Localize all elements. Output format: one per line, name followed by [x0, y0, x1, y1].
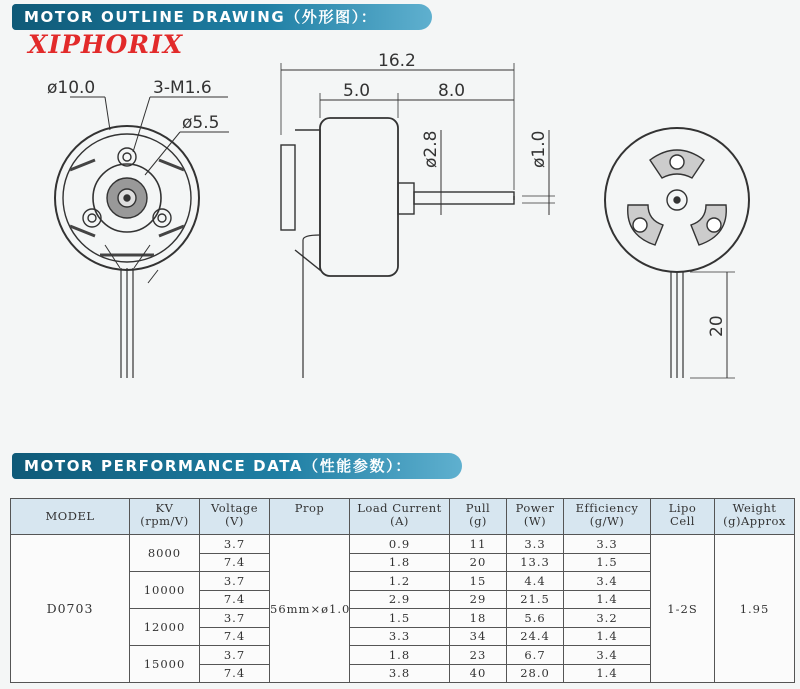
- header-efficiency: [564, 499, 651, 535]
- header-current-line2: (A): [390, 514, 409, 528]
- cell-current: 0.9: [350, 535, 450, 554]
- cell-pull: 18: [450, 609, 507, 628]
- header-power: [507, 499, 564, 535]
- rear-view: [605, 128, 749, 378]
- cell-power: 21.5: [507, 590, 564, 609]
- dim-total-length: 16.2: [378, 51, 416, 71]
- cell-voltage: 3.7: [200, 535, 270, 554]
- header-weight-line2: (g)Approx: [723, 514, 786, 528]
- cell-voltage: 7.4: [200, 664, 270, 683]
- front-view: [55, 97, 229, 378]
- cell-efficiency: 1.4: [564, 664, 651, 683]
- cell-voltage: 7.4: [200, 627, 270, 646]
- outline-drawing-title: MOTOR OUTLINE DRAWING（外形图）：: [12, 4, 432, 30]
- cell-voltage: 7.4: [200, 553, 270, 572]
- cell-model: D0703: [11, 535, 130, 683]
- cell-kv: 12000: [130, 609, 200, 646]
- cell-voltage: 7.4: [200, 590, 270, 609]
- table-row: [11, 535, 795, 554]
- cell-power: 4.4: [507, 572, 564, 591]
- header-model-label: MODEL: [45, 509, 95, 523]
- cell-current: 1.5: [350, 609, 450, 628]
- cell-current: 1.8: [350, 646, 450, 665]
- cell-voltage: 3.7: [200, 646, 270, 665]
- cell-power: 5.6: [507, 609, 564, 628]
- header-lipo-line1: Lipo: [668, 501, 697, 515]
- cell-power: 24.4: [507, 627, 564, 646]
- dim-screw-holes: 3-M1.6: [153, 78, 212, 98]
- header-lipo-line2: Cell: [670, 514, 695, 528]
- header-kv-line2: (rpm/V): [140, 514, 189, 528]
- header-power-line1: Power: [515, 501, 555, 515]
- header-weight-line1: Weight: [732, 501, 777, 515]
- cell-prop: 56mm×ø1.0: [270, 535, 350, 683]
- cell-pull: 29: [450, 590, 507, 609]
- dim-inner-diameter: ø5.5: [182, 113, 220, 133]
- dim-lead-length: 20: [707, 315, 727, 337]
- dim-shaft-diameter: ø1.0: [529, 130, 549, 168]
- cell-voltage: 3.7: [200, 609, 270, 628]
- cell-current: 1.8: [350, 553, 450, 572]
- cell-efficiency: 3.4: [564, 646, 651, 665]
- cell-voltage: 3.7: [200, 572, 270, 591]
- header-load-current: [350, 499, 450, 535]
- cell-current: 2.9: [350, 590, 450, 609]
- cell-efficiency: 3.3: [564, 535, 651, 554]
- cell-weight: 1.95: [715, 535, 795, 683]
- cell-efficiency: 1.4: [564, 627, 651, 646]
- cell-efficiency: 1.5: [564, 553, 651, 572]
- header-prop-label: Prop: [294, 501, 325, 515]
- side-view: [281, 63, 555, 378]
- cell-current: 3.3: [350, 627, 450, 646]
- header-pull: [450, 499, 507, 535]
- header-lipo: [651, 499, 715, 535]
- header-power-line2: (W): [523, 514, 547, 528]
- cell-pull: 15: [450, 572, 507, 591]
- dim-shaft-length: 8.0: [438, 81, 466, 101]
- header-weight: [715, 499, 795, 535]
- header-model: [11, 499, 130, 535]
- cell-power: 6.7: [507, 646, 564, 665]
- header-efficiency-line2: (g/W): [589, 514, 625, 528]
- cell-kv: 10000: [130, 572, 200, 609]
- cell-power: 28.0: [507, 664, 564, 683]
- cell-power: 13.3: [507, 553, 564, 572]
- table-header-row: [11, 499, 795, 535]
- cell-pull: 40: [450, 664, 507, 683]
- performance-table: [10, 498, 795, 683]
- header-prop: [270, 499, 350, 535]
- cell-current: 1.2: [350, 572, 450, 591]
- header-voltage: [200, 499, 270, 535]
- cell-efficiency: 3.2: [564, 609, 651, 628]
- cell-power: 3.3: [507, 535, 564, 554]
- header-voltage-line1: Voltage: [211, 501, 258, 515]
- dim-outer-diameter: ø10.0: [47, 78, 96, 98]
- header-pull-line2: (g): [469, 514, 487, 528]
- cell-pull: 11: [450, 535, 507, 554]
- header-voltage-line2: (V): [225, 514, 244, 528]
- header-efficiency-line1: Efficiency: [575, 501, 639, 515]
- performance-data-title: MOTOR PERFORMANCE DATA（性能参数）：: [12, 453, 462, 479]
- cell-efficiency: 1.4: [564, 590, 651, 609]
- cell-lipo: 1-2S: [651, 535, 715, 683]
- header-current-line1: Load Current: [357, 501, 442, 515]
- header-pull-line1: Pull: [465, 501, 491, 515]
- dim-body-length: 5.0: [343, 81, 371, 101]
- header-kv: [130, 499, 200, 535]
- dim-collar-diameter: ø2.8: [421, 130, 441, 168]
- cell-kv: 15000: [130, 646, 200, 683]
- motor-outline-drawing: [0, 40, 800, 440]
- cell-pull: 23: [450, 646, 507, 665]
- header-kv-line1: KV: [155, 501, 174, 515]
- cell-current: 3.8: [350, 664, 450, 683]
- cell-pull: 34: [450, 627, 507, 646]
- brand-watermark: XIPHORIX: [28, 30, 184, 59]
- cell-pull: 20: [450, 553, 507, 572]
- cell-kv: 8000: [130, 535, 200, 572]
- cell-efficiency: 3.4: [564, 572, 651, 591]
